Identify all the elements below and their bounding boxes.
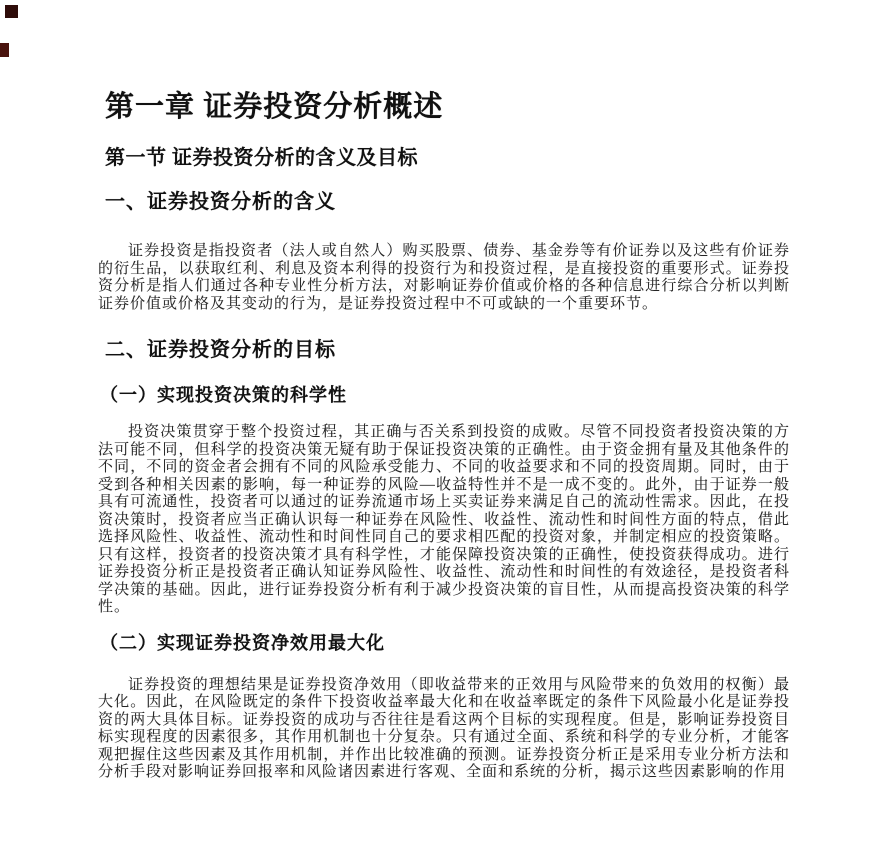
goal-2-heading: （二）实现证券投资净效用最大化 xyxy=(100,632,385,653)
subsection-heading-meaning: 一、证券投资分析的含义 xyxy=(105,191,336,213)
paragraph-goal-2: 证券投资的理想结果是证券投资净效用（即收益带来的正效用与风险带来的负效用的权衡）最大化。因此，在风险既定的条件下投资收益率最大化和在收益率既定的条件下风险最小化是证券投资的两大具体目标。证券投资的成功与否往往是看这两个目标的实现程度。但是，影响证券投资目标实现程度的因素很多，其作用机制也十分复杂。只有通过全面、系统和科学的专业分析，才能客观把握住这些因素及其作用机制，并作出比较准确的预测。证券投资分析正是采用专业分析方法和分析手段对影响证券回报率和风险诸因素进行客观、全面和系统的分析，揭示这些因素影响的作用 xyxy=(98,676,790,780)
paragraph-goal-1: 投资决策贯穿于整个投资过程，其正确与否关系到投资的成败。尽管不同投资者投资决策的方法可能不同，但科学的投资决策无疑有助于保证投资决策的正确性。由于资金拥有量及其他条件的不同，不同的资金者会拥有不同的风险承受能力、不同的收益要求和不同的投资周期。同时，由于受到各种相关因素的影响，每一种证券的风险—收益特性并不是一成不变的。此外，由于证券一般具有可流通性，投资者可以通过的证券流通市场上买卖证券来满足自己的流动性需求。因此，在投资决策时，投资者应当正确认识每一种证券在风险性、收益性、流动性和时间性方面的特点，借此选择风险性、收益性、流动性和时间性同自己的要求相匹配的投资对象，并制定相应的投资策略。只有这样，投资者的投资决策才具有科学性，才能保障投资决策的正确性，使投资获得成功。进行证券投资分析正是投资者正确认知证券风险性、收益性、流动性和时间性的有效途径，是投资者科学决策的基础。因此，进行证券投资分析有利于减少投资决策的盲目性，从而提高投资决策的科学性。 xyxy=(98,424,790,615)
scan-artifact-left-speck xyxy=(0,43,9,57)
subsection-heading-goal: 二、证券投资分析的目标 xyxy=(105,339,336,361)
section-title: 第一节 证券投资分析的含义及目标 xyxy=(105,147,418,169)
goal-1-heading: （一）实现投资决策的科学性 xyxy=(100,385,347,405)
scan-artifact-top-speck xyxy=(5,5,18,18)
chapter-title: 第一章 证券投资分析概述 xyxy=(105,91,444,123)
paragraph-meaning: 证券投资是指投资者（法人或自然人）购买股票、债券、基金券等有价证券以及这些有价证券的衍生品，以获取红利、利息及资本利得的投资行为和投资过程，是直接投资的重要形式。证券投资分析是指人们通过各种专业性分析方法，对影响证券价值或价格的各种信息进行综合分析以判断证券价值或价格及其变动的行为，是证券投资过程中不可或缺的一个重要环节。 xyxy=(98,243,790,312)
